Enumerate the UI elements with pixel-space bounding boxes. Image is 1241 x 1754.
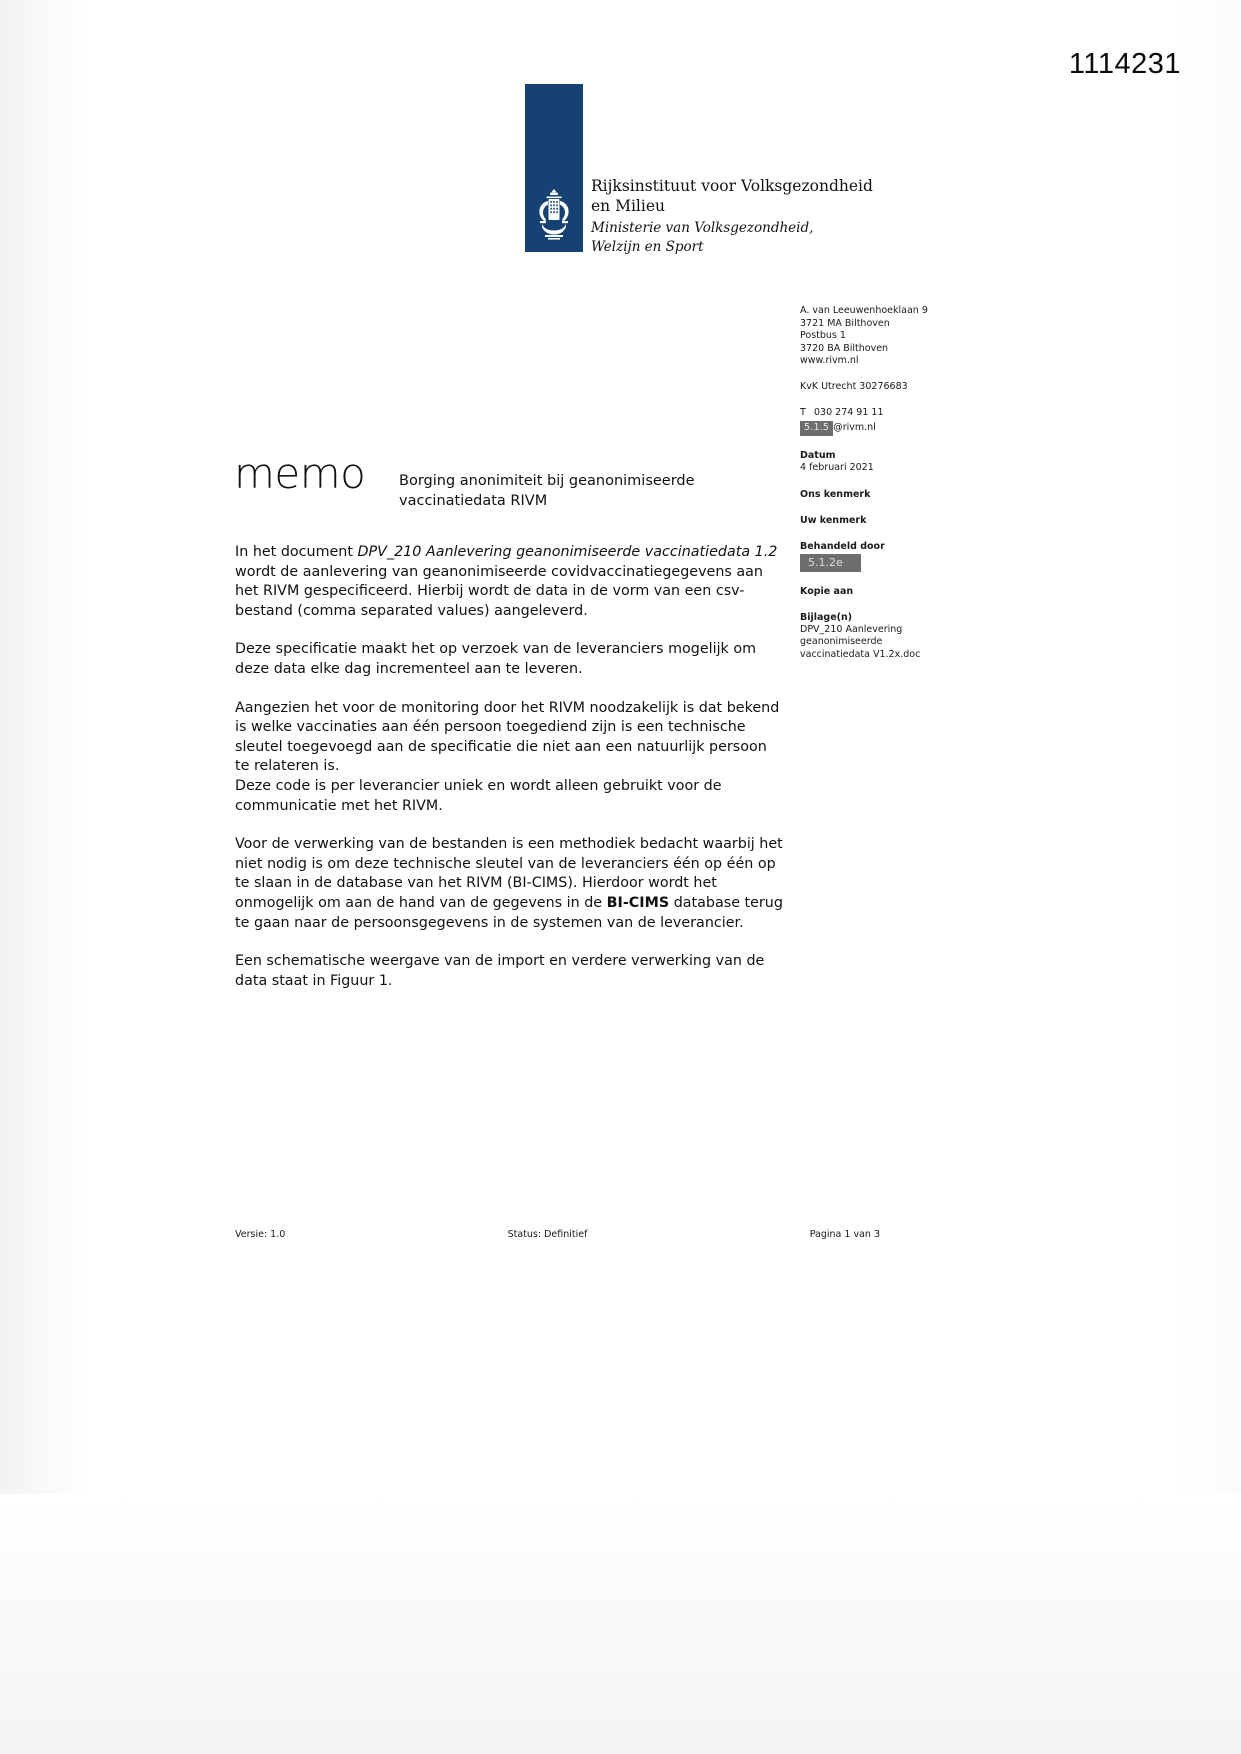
- body-paragraph-3: [235, 699, 783, 777]
- email-row: [800, 421, 980, 436]
- p4-pre: Voor de verwerking van de bestanden is een methodiek bedacht waarbij het niet nodig is om deze technische sleutel van de leveranciers één op één op te slaan in de database van het RIVM (BI-CIMS). Hierdoor wordt het onmogelijk om aan de hand van de gegevens in de: [235, 836, 783, 911]
- contact-meta-column: [800, 305, 980, 675]
- behandeld-door-label: Behandeld door: [800, 540, 885, 552]
- memo-subject: [399, 471, 799, 511]
- datum-label: Datum: [800, 450, 836, 462]
- footer-page-number: Pagina 1 van 3: [809, 1229, 880, 1240]
- memo-subject-line1: Borging anonimiteit bij geanonimiseerde: [399, 473, 695, 489]
- body-paragraph-1: [235, 543, 783, 621]
- email-redaction-box: 5.1.5: [800, 421, 833, 436]
- scan-shadow-left: [0, 0, 90, 1754]
- document-number-stamp: 1114231: [1068, 48, 1181, 80]
- kopie-aan-block: [800, 585, 980, 598]
- datum-value: 4 februari 2021: [800, 462, 874, 474]
- bijlage-label: Bijlage(n): [800, 611, 853, 623]
- phone-number: 030 274 91 11: [814, 406, 884, 418]
- address-block: [800, 305, 980, 368]
- ons-kenmerk-block: [800, 488, 980, 501]
- website-line: www.rivm.nl: [800, 355, 859, 367]
- p4-post: database terug te gaan naar de persoonsgegevens in de systemen van de leverancier.: [235, 894, 783, 931]
- phone-row: [800, 407, 980, 420]
- ministry-line2: Welzijn en Sport: [591, 239, 704, 255]
- address-line-3: Postbus 1: [800, 330, 846, 342]
- memo-body: [235, 543, 783, 1010]
- kopie-aan-label: Kopie aan: [800, 585, 854, 597]
- address-line-4: 3720 BA Bilthoven: [800, 342, 889, 354]
- scan-shadow-bottom: [0, 1494, 1241, 1754]
- dutch-coat-of-arms-icon: [531, 187, 577, 243]
- behandeld-door-block: [800, 540, 980, 572]
- memo-heading: memo: [234, 449, 366, 498]
- bijlage-line-1: DPV_210 Aanlevering: [800, 623, 903, 635]
- p3-text: Aangezien het voor de monitoring door het RIVM noodzakelijk is dat bekend is welke vaccinaties aan één persoon toegediend zijn is een technische sleutel toegevoegd aan de specificatie die niet aan een natuurlijk persoon te relateren is.: [235, 699, 780, 775]
- email-domain: @rivm.nl: [833, 422, 876, 434]
- p1-document-title: DPV_210 Aanlevering geanonimiseerde vaccinatiedata 1.2: [357, 544, 778, 560]
- bijlage-line-3: vaccinatiedata V1.2x.doc: [800, 648, 921, 660]
- scan-shadow-right: [1171, 0, 1241, 1754]
- p1-pre: In het document: [235, 544, 358, 560]
- footer-status: Status: Definitief: [507, 1229, 588, 1240]
- bijlage-line-2: geanonimiseerde: [800, 636, 883, 648]
- body-paragraph-5: Een schematische weergave van de import en verdere verwerking van de data staat in Figuur 1.: [235, 953, 765, 989]
- body-paragraph-3b: Deze code is per leverancier uniek en wordt alleen gebruikt voor de communicatie met het RIVM.: [235, 777, 722, 814]
- kvk-block: [800, 381, 980, 394]
- footer-version: Versie: 1.0: [235, 1229, 286, 1240]
- behandeld-door-value: [800, 553, 980, 572]
- p1-post: wordt de aanlevering van geanonimiseerde covidvaccinatiegegevens aan het RIVM gespecificeerd. Hierbij wordt de data in de vorm van een csv-bestand (comma separated values) aangeleverd.: [235, 563, 763, 619]
- uw-kenmerk-label: Uw kenmerk: [800, 514, 867, 526]
- ministry-line1: Ministerie van Volksgezondheid,: [591, 220, 814, 236]
- bijlage-block: [800, 611, 980, 662]
- page-footer: [235, 1229, 880, 1240]
- memo-subject-line2: vaccinatiedata RIVM: [399, 493, 548, 509]
- body-paragraph-4: [235, 835, 783, 933]
- org-name-line2: en Milieu: [591, 197, 665, 215]
- kvk-number: KvK Utrecht 30276683: [800, 380, 908, 392]
- rivm-logo-block: [525, 84, 945, 264]
- phone-email-block: [800, 407, 980, 437]
- body-paragraph-2: Deze specificatie maakt het op verzoek van de leveranciers mogelijk om deze data elke dag incrementeel aan te leveren.: [235, 641, 757, 677]
- org-name-line1: Rijksinstituut voor Volksgezondheid: [591, 177, 873, 195]
- uw-kenmerk-block: [800, 514, 980, 527]
- address-line-2: 3721 MA Bilthoven: [800, 317, 890, 329]
- address-line-1: A. van Leeuwenhoeklaan 9: [800, 305, 928, 316]
- ons-kenmerk-label: Ons kenmerk: [800, 488, 871, 500]
- logo-text-block: [591, 176, 941, 257]
- p4-bicims-emphasis: BI-CIMS: [606, 894, 670, 911]
- behandeld-door-redaction-box: 5.1.2e: [800, 554, 861, 572]
- phone-label: T: [800, 406, 806, 418]
- datum-block: [800, 449, 980, 475]
